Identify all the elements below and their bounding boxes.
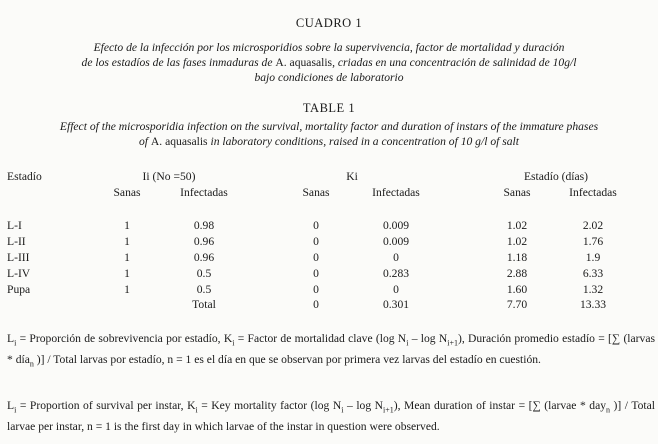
cell-ii-infectadas: 0.5 (196, 283, 212, 296)
table-title: TABLE 1 (302, 101, 356, 115)
cell-dur-infectadas: 6.33 (582, 267, 604, 280)
cell-total-ki-infectadas: 0.301 (382, 298, 410, 311)
cell-stage: L-II (7, 235, 26, 248)
cell-total-label: Total (192, 298, 216, 311)
cell-ki-infectadas: 0 (393, 283, 399, 296)
cell-ki-sanas: 0 (313, 235, 319, 248)
cell-dur-sanas: 1.02 (506, 219, 528, 232)
cell-ii-infectadas: 0.96 (193, 235, 215, 248)
cell-ii-sanas: 1 (124, 235, 130, 248)
cell-ki-sanas: 0 (313, 283, 319, 296)
subheader-ii-sanas: Sanas (113, 186, 141, 199)
table-caption-line1: Effect of the microsporidia infection on the survival, mortality factor and duration of instars of the immature phases (59, 120, 599, 133)
cell-ii-sanas: 1 (124, 251, 130, 264)
cell-ii-infectadas: 0.96 (193, 251, 215, 264)
cell-ki-infectadas: 0.009 (382, 219, 410, 232)
cell-total-ki-sanas: 0 (313, 298, 319, 311)
subheader-ki-infectadas: Infectadas (372, 186, 420, 199)
subheader-ii-infectadas: Infectadas (180, 186, 228, 199)
cell-ii-sanas: 1 (124, 283, 130, 296)
cell-stage: L-IV (7, 267, 31, 280)
cell-ki-infectadas: 0 (393, 251, 399, 264)
table-caption-line2: of A. aquasalis in laboratory conditions, raised in a concentration of 10 g/l of salt (138, 135, 519, 148)
footnote-es: $L_i$ = Proporción de sobrevivencia por estadío, $K_i$ = Factor de mortalidad clave (log $N_i$ – $\log N_{i+1}$), Duración promedio estadío = [∑ (larvas * día$_n$ )] / Total larvas por estadío, n = 1 es el día en que se observan por primera vez larvas del estadío en cuestión. (7, 332, 655, 369)
footnote-en: $L_i$ = Proportion of survival per instar, $K_i$ = Key mortality factor (log $N_i$ – $\log N_{i+1}$), Mean duration of instar = [∑ (larvae * day$_n$ )] / Total larvae per instar, n = 1 is the first day in which larvae of the instar in question were observed. (7, 399, 655, 434)
cuadro-title: CUADRO 1 (295, 16, 363, 30)
cell-dur-sanas: 1.18 (506, 251, 528, 264)
cell-total-dur-sanas: 7.70 (506, 298, 528, 311)
cell-ki-sanas: 0 (313, 219, 319, 232)
cuadro-caption-line3: bajo condiciones de laboratorio (254, 71, 404, 84)
cell-stage: L-III (7, 251, 30, 264)
header-ki: Ki (346, 170, 358, 183)
cell-dur-sanas: 1.02 (506, 235, 528, 248)
cell-total-dur-infectadas: 13.33 (579, 298, 607, 311)
species-name: A. aquasalis (275, 56, 333, 69)
cuadro-caption-line2: de los estadíos de las fases inmaduras de A. aquasalis, criadas en una concentración de salinidad de 10g/l (81, 56, 577, 69)
cell-dur-infectadas: 1.76 (582, 235, 604, 248)
cell-ki-infectadas: 0.009 (382, 235, 410, 248)
cell-ki-sanas: 0 (313, 267, 319, 280)
cell-stage: Pupa (7, 283, 31, 296)
subheader-ki-sanas: Sanas (302, 186, 330, 199)
cell-ki-infectadas: 0.283 (382, 267, 410, 280)
header-stage: Estadío (7, 170, 42, 183)
cell-dur-sanas: 1.60 (506, 283, 528, 296)
cell-dur-infectadas: 1.32 (582, 283, 604, 296)
subheader-dur-sanas: Sanas (503, 186, 531, 199)
cell-dur-infectadas: 2.02 (582, 219, 604, 232)
cell-dur-infectadas: 1.9 (585, 251, 601, 264)
cuadro-caption (0, 40, 658, 85)
header-duration: Estadío (días) (523, 170, 589, 183)
table-caption (0, 119, 658, 149)
subheader-dur-infectadas: Infectadas (569, 186, 617, 199)
cell-dur-sanas: 2.88 (506, 267, 528, 280)
species-name-en: A. aquasalis (150, 135, 208, 148)
cell-ii-infectadas: 0.5 (196, 267, 212, 280)
cell-ii-sanas: 1 (124, 219, 130, 232)
cell-stage: L-I (7, 219, 22, 232)
cell-ii-infectadas: 0.98 (193, 219, 215, 232)
cell-ii-sanas: 1 (124, 267, 130, 280)
cuadro-caption-line1: Efecto de la infección por los microsporidios sobre la supervivencia, factor de mortalidad y duración (93, 41, 565, 54)
cell-ki-sanas: 0 (313, 251, 319, 264)
header-ii: Ii (No =50) (142, 170, 196, 183)
